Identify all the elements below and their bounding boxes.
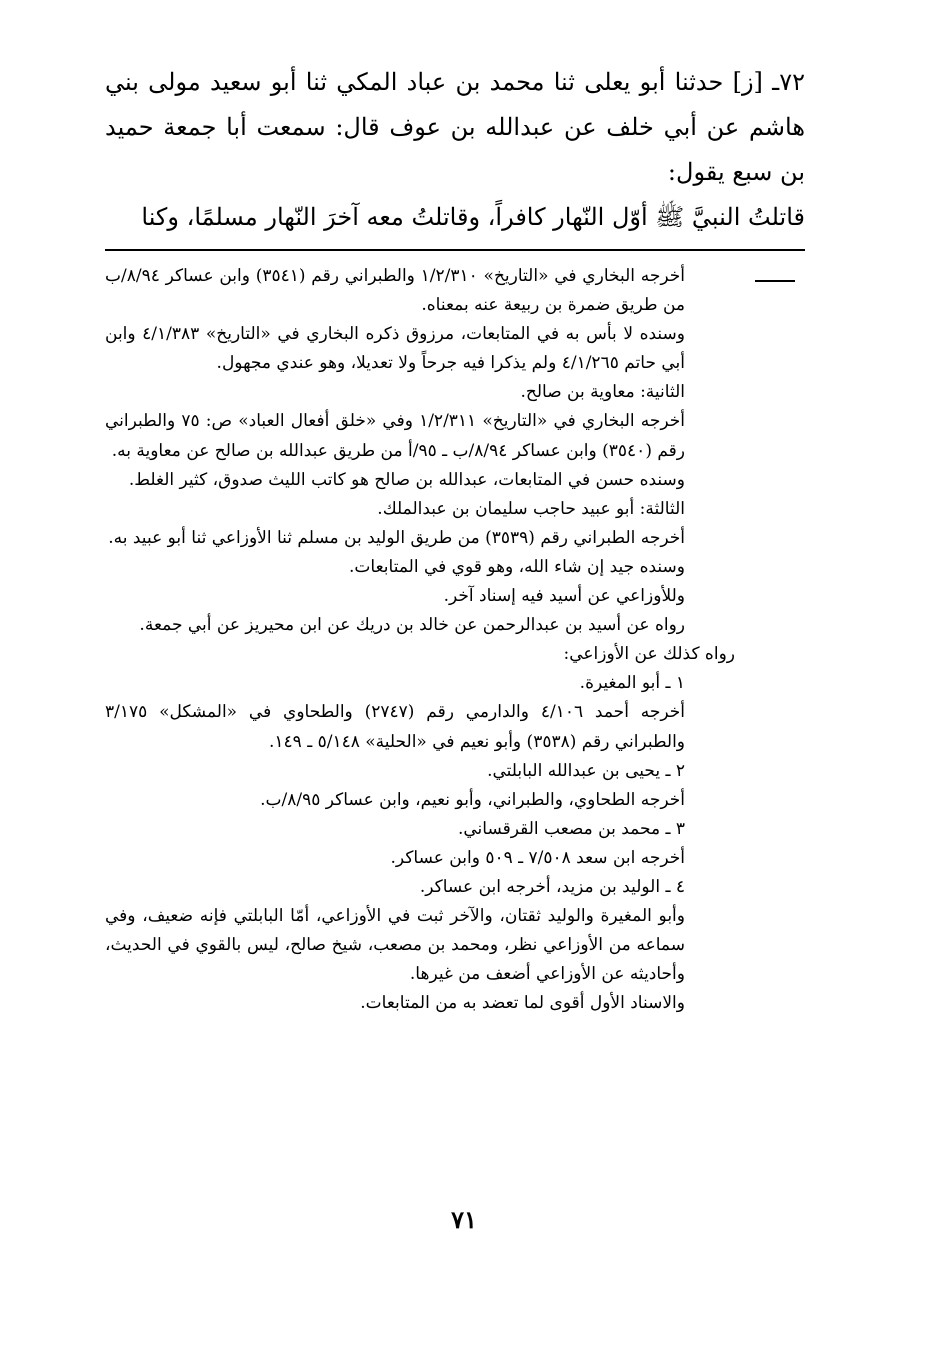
footnote-line: رواه كذلك عن الأوزاعي: — [563, 644, 735, 665]
footnote-line: وللأوزاعي عن أسيد فيه إسناد آخر. — [443, 586, 685, 607]
continuation-arrow — [755, 280, 795, 282]
footnote-line: الثالثة: أبو عبيد حاجب سليمان بن عبدالملك. — [377, 498, 685, 519]
footnote-line: وسنده لا بأس به في المتابعات، مرزوق ذكره البخاري في «التاريخ» ٤/١/٣٨٣ وابن أبي حاتم ٤/١/٢٦٥ ولم يذكرا فيه جرحاً ولا تعديلا، وهو عندي مجهول. — [105, 324, 685, 374]
footnote-line: وسنده جيد إن شاء الله، وهو قوي في المتابعات. — [349, 556, 685, 577]
page-number: ٧١ — [451, 1205, 477, 1234]
footnote-line: الثانية: معاوية بن صالح. — [520, 382, 685, 403]
hadith-block — [105, 60, 805, 240]
footnotes — [105, 262, 735, 1018]
footnote-line: ٢ ـ يحيى بن عبدالله البابلتي. — [487, 760, 685, 781]
footnote-line: أخرجه البخاري في «التاريخ» ١/٢/٣١١ وفي «خلق أفعال العباد» ص: ٧٥ والطبراني رقم (٣٥٤٠) وابن عساكر ٨/٩٤/ب ـ ٩٥/أ من طريق عبدالله بن صالح عن معاوية به. — [105, 411, 685, 461]
hadith-quote: قاتلتُ النبيَّ ﷺ أوّل النّهار كافراً، وقاتلتُ معه آخرَ النّهار مسلمًا، وكنا — [141, 203, 805, 231]
footnote-line: أخرجه الطبراني رقم (٣٥٣٩) من طريق الوليد بن مسلم ثنا الأوزاعي ثنا أبو عبيد به. — [108, 527, 685, 548]
footnote-line: ٣ ـ محمد بن مصعب القرقساني. — [457, 818, 685, 839]
hadith-text: ٧٢ـ [ز] حدثنا أبو يعلى ثنا محمد بن عباد المكي ثنا أبو سعيد مولى بني هاشم عن أبي خلف عن عبدالله بن عوف قال: سمعت أبا جمعة حميد بن سبع يقول: — [105, 68, 805, 186]
footnote-line: والاسناد الأول أقوى لما تعضد به من المتابعات. — [360, 993, 685, 1014]
footnote-line: وأبو المغيرة والوليد ثقتان، والآخر ثبت في الأوزاعي، أمّا البابلتي فإنه ضعيف، وفي سماعه من الأوزاعي نظر، ومحمد بن مصعب، شيخ صالح، ليس بالقوي في الحديث، وأحاديثه عن الأوزاعي أضعف من غيرها. — [105, 906, 685, 985]
footnote-line: أخرجه البخاري في «التاريخ» ١/٢/٣١٠ والطبراني رقم (٣٥٤١) وابن عساكر ٨/٩٤/ب من طريق ضمرة بن ربيعة عنه بمعناه. — [105, 266, 686, 316]
footnote-line: وسنده حسن في المتابعات، عبدالله بن صالح هو كاتب الليث صدوق، كثير الغلط. — [128, 469, 685, 490]
footnote-line: ٤ ـ الوليد بن مزيد، أخرجه ابن عساكر. — [419, 876, 685, 897]
footnote-line: أخرجه أحمد ٤/١٠٦ والدارمي رقم (٢٧٤٧) والطحاوي في «المشكل» ٣/١٧٥ والطبراني رقم (٣٥٣٨) وأبو نعيم في «الحلية» ٥/١٤٨ ـ ١٤٩. — [105, 702, 685, 752]
footnote-line: أخرجه ابن سعد ٧/٥٠٨ ـ ٥٠٩ وابن عساكر. — [390, 847, 685, 868]
footnote-line: ١ ـ أبو المغيرة. — [579, 673, 685, 694]
footnote-line: رواه عن أسيد بن عبدالرحمن عن خالد بن دريك عن ابن محيريز عن أبي جمعة. — [139, 615, 685, 636]
footnote-separator — [105, 249, 805, 251]
footnote-line: أخرجه الطحاوي، والطبراني، وأبو نعيم، وابن عساكر ٨/٩٥/ب. — [260, 789, 685, 810]
